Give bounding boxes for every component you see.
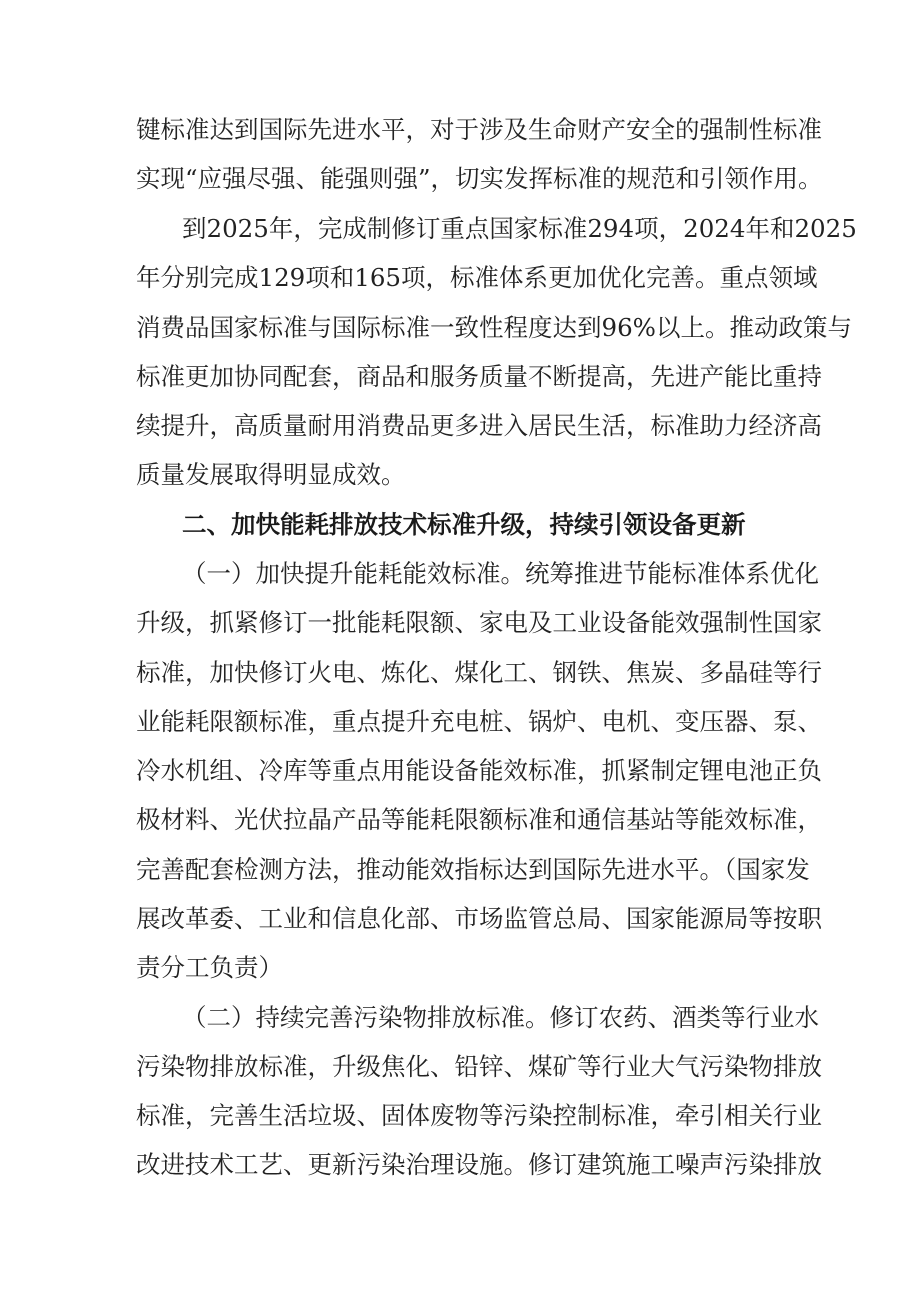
- paragraph-line: 改进技术工艺、更新污染治理设施。修订建筑施工噪声污染排放: [136, 1150, 822, 1179]
- paragraph-line: 标准更加协同配套，商品和服务质量不断提高，先进产能比重持: [136, 362, 822, 391]
- paragraph-line: 续提升，高质量耐用消费品更多进入居民生活，标准助力经济高: [136, 411, 822, 440]
- paragraph-line: 实现“应强尽强、能强则强”，切实发挥标准的规范和引领作用。: [136, 164, 823, 193]
- paragraph-line: 展改革委、工业和信息化部、市场监管总局、国家能源局等按职: [136, 904, 822, 933]
- paragraph-line: 质量发展取得明显成效。: [136, 460, 406, 489]
- paragraph-line: 标准，完善生活垃圾、固体废物等污染控制标准，牵引相关行业: [136, 1101, 822, 1130]
- paragraph-line: 污染物排放标准，升级焦化、铅锌、煤矿等行业大气污染物排放: [136, 1052, 822, 1081]
- paragraph-line: 业能耗限额标准，重点提升充电桩、锅炉、电机、变压器、泵、: [136, 707, 822, 736]
- paragraph-line: 到2025年，完成制修订重点国家标准294项，2024年和2025: [182, 214, 857, 243]
- paragraph-line: 键标准达到国际先进水平，对于涉及生命财产安全的强制性标准: [136, 115, 822, 144]
- paragraph-line: 完善配套检测方法，推动能效指标达到国际先进水平。（国家发: [136, 855, 810, 884]
- paragraph-line: 极材料、光伏拉晶产品等能耗限额标准和通信基站等能效标准，: [136, 805, 822, 834]
- paragraph-line: 冷水机组、冷库等重点用能设备能效标准，抓紧制定锂电池正负: [136, 756, 822, 785]
- section-heading: 二、加快能耗排放技术标准升级，持续引领设备更新: [182, 510, 746, 539]
- paragraph-line: 消费品国家标准与国际标准一致性程度达到96%以上。推动政策与: [136, 313, 852, 342]
- paragraph-line: 责分工负责）: [136, 953, 283, 982]
- paragraph-line: （二）持续完善污染物排放标准。修订农药、酒类等行业水: [182, 1003, 819, 1032]
- paragraph-line: （一）加快提升能耗能效标准。统筹推进节能标准体系优化: [182, 559, 819, 588]
- paragraph-line: 年分别完成129项和165项，标准体系更加优化完善。重点领域: [136, 263, 818, 292]
- paragraph-line: 升级，抓紧修订一批能耗限额、家电及工业设备能效强制性国家: [136, 608, 822, 637]
- paragraph-line: 标准，加快修订火电、炼化、煤化工、钢铁、焦炭、多晶硅等行: [136, 658, 822, 687]
